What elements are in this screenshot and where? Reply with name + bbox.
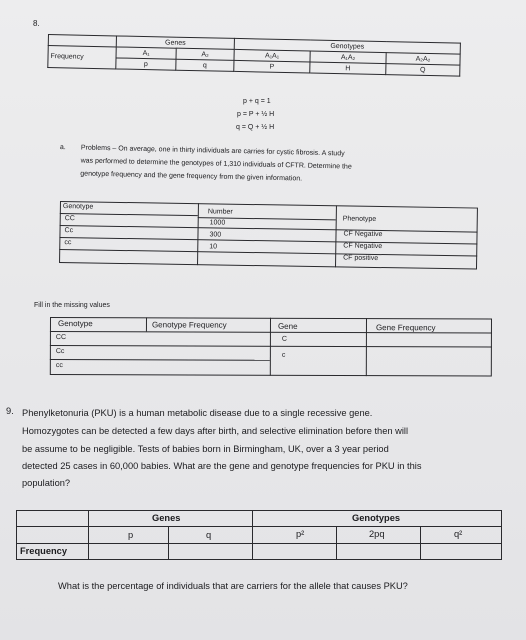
t4-p2-label: p² [296,529,305,539]
genes-genotypes-table [47,34,460,77]
t1-a1a2: A₁A₂ [310,51,386,64]
formula-3: q = Q + ½ H [236,124,275,131]
t4-q-label: q [206,530,212,540]
formula-2: p = P + ½ H [237,111,275,118]
t2-phenotype-header: Phenotype [342,215,377,223]
t3-row-2-gene: c [281,351,286,359]
t3-row-1-genotype: CC [55,334,67,342]
t2-row-3-number: 10 [209,243,218,251]
final-question: What is the percentage of individuals that are carriers for the allele that causes PKU? [58,581,408,591]
t1-a1a1: A₁A₁ [234,49,310,62]
t2-row-2-phenotype: CF Negative [343,242,383,251]
t2-row-1-genotype: CC [64,215,75,223]
t1-frequency-label: Frequency [48,46,116,69]
t1-P: P [234,60,310,73]
t2-number-header: Number [207,208,233,216]
t1-q: q [176,59,234,71]
t2-row-1-number: 1000 [209,219,226,227]
pku-frequency-table [16,510,502,560]
t3-genotype-frequency-header: Genotype Frequency [151,320,227,330]
t3-row-3-genotype: cc [55,362,63,370]
t1-Q: Q [386,64,460,77]
t4-q2-label: q² [454,529,463,539]
t2-row-1-phenotype: CF Negative [343,230,383,239]
question-number-8: 8. [33,19,40,28]
t4-frequency-label: Frequency [20,546,68,556]
q9-line-3: be assume to be negligible. Tests of babies born in Birmingham, UK, over a 3 year period [22,444,389,454]
t3-row-2-genotype: Cc [55,348,65,356]
t1-genes-header: Genes [116,36,234,49]
missing-values-table [50,317,492,377]
t3-gene-frequency-header: Gene Frequency [375,323,436,333]
q9-line-2: Homozygotes can be detected a few days after birth, and selective elimination before then will [22,426,409,436]
t4-genes-header: Genes [152,513,181,523]
t3-genotype-header: Genotype [57,319,93,329]
t1-p: p [116,58,176,70]
problem-a-line-2: was performed to determine the genotypes of 1,310 individuals of CFTR. Determine the [80,157,352,171]
t4-p-label: p [128,530,134,540]
t4-2pq-label: 2pq [369,529,385,539]
t2-row-2-number: 300 [209,231,222,239]
q9-line-4: detected 25 cases in 60,000 babies. What are the gene and genotype frequencies for PKU in this [22,461,422,471]
t2-row-3-genotype: cc [64,239,72,247]
q9-number: 9. [6,406,14,416]
fill-missing-title: Fill in the missing values [34,302,110,309]
t1-a1: A₁ [116,47,176,59]
t1-a2a2: A₂A₂ [386,53,460,66]
t1-genotypes-header: Genotypes [234,38,460,54]
t1-H: H [310,62,386,75]
q9-line-1: Phenylketonuria (PKU) is a human metabolic disease due to a single recessive gene. [22,408,373,418]
problem-a-line-3: genotype frequency and the gene frequency from the given information. [80,170,303,183]
cftr-genotype-table [59,201,478,270]
t2-row-2-genotype: Cc [64,227,74,235]
q9-line-5: population? [22,478,71,488]
problem-a-line-1: Problems – On average, one in thirty individuals are carries for cystic fibrosis. A study [80,144,345,158]
problem-a-label: a. [59,144,66,152]
t1-a2: A₂ [176,48,234,60]
t4-genotypes-header: Genotypes [352,513,401,523]
t3-row-1-gene: C [281,335,287,343]
t2-genotype-header: Genotype [62,203,94,211]
formula-1: p + q = 1 [243,98,271,105]
t3-gene-header: Gene [277,321,298,331]
t2-row-3-phenotype: CF positive [343,254,379,263]
